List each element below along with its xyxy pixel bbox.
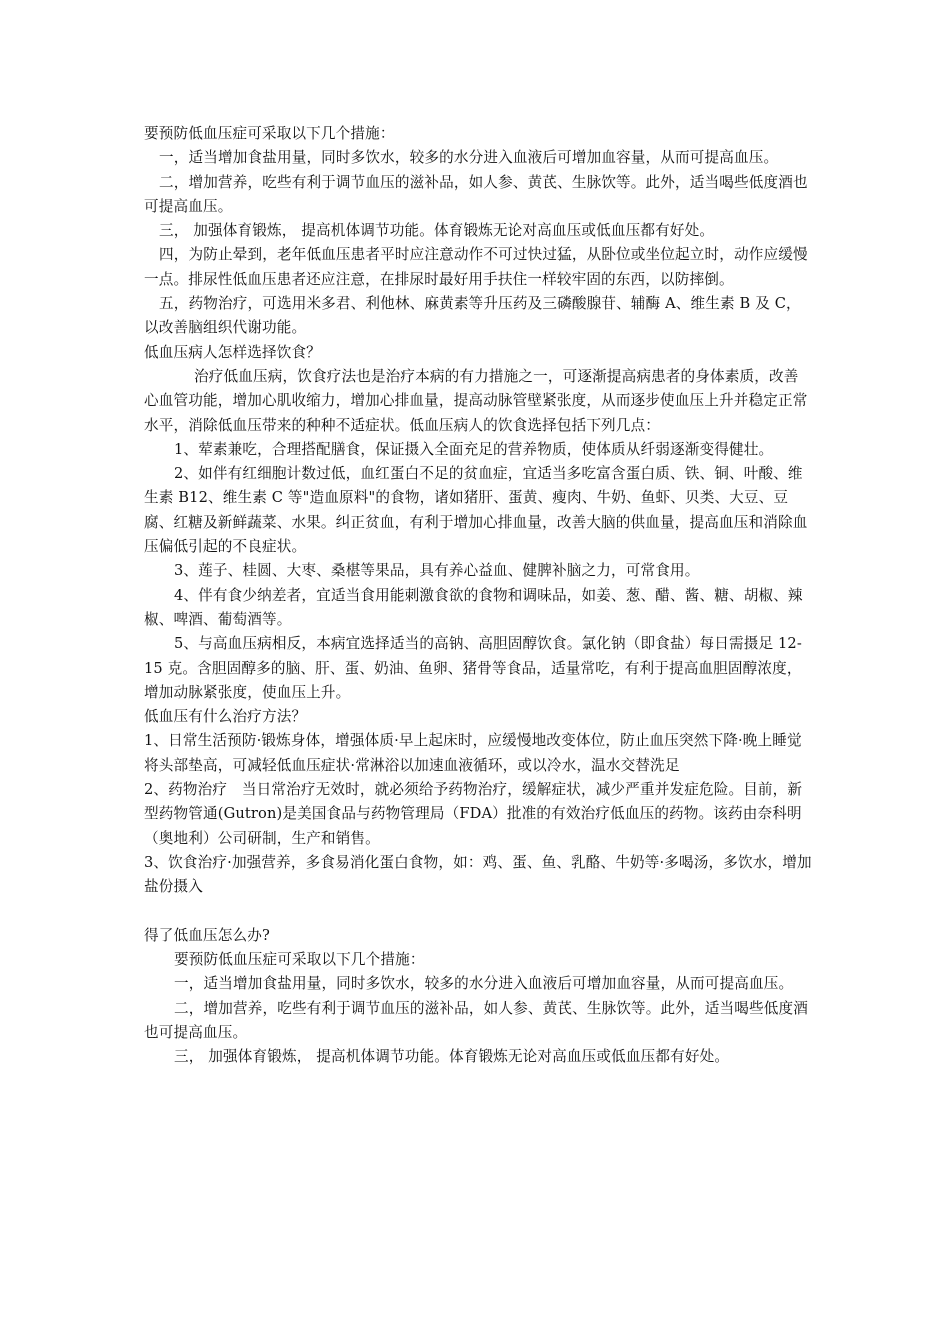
section2-heading: 低血压病人怎样选择饮食？	[144, 343, 321, 361]
blank-line	[144, 900, 812, 924]
document-body	[144, 122, 812, 1070]
section4-item-2: 二，增加营养，吃些有利于调节血压的滋补品，如人参、黄芪、生脉饮等。此外，适当喝些低度酒也可提高血压。	[144, 999, 808, 1041]
section1-heading: 要预防低血压症可采取以下几个措施：	[144, 125, 395, 142]
section2-intro: 治疗低血压病，饮食疗法也是治疗本病的有力措施之一，可逐渐提高病患者的身体素质，改善心血管功能，增加心肌收缩力，增加心排血量，提高动脉管壁紧张度，从而逐步使血压上升并稳定正常水平，消除低血压带来的种种不适症状。低血压病人的饮食选择包括下列几点：	[144, 367, 808, 434]
section1-item-2: 二，增加营养，吃些有利于调节血压的滋补品，如人参、黄芪、生脉饮等。此外，适当喝些低度酒也可提高血压。	[144, 173, 808, 215]
section1-item-5: 五，药物治疗，可选用米多君、利他林、麻黄素等升压药及三磷酸腺苷、辅酶 A、维生素 B 及 C，以改善脑组织代谢功能。	[144, 295, 801, 337]
section3-item-2: 2、药物治疗 当日常治疗无效时，就必须给予药物治疗，缓解症状，减少严重并发症危险。目前，新型药物管通(Gutron)是美国食品与药物管理局（FDA）批准的有效治疗低血压的药物。该药由奈科明（奥地利）公司研制，生产和销售。	[144, 781, 803, 847]
section4-heading: 得了低血压怎么办?	[144, 926, 270, 944]
section4-item-3: 三， 加强体育锻炼， 提高机体调节功能。体育锻炼无论对高血压或低血压都有好处。	[174, 1048, 730, 1066]
section2-item-1: 1、荤素兼吃，合理搭配膳食，保证摄入全面充足的营养物质，使体质从纤弱逐渐变得健壮。	[174, 440, 774, 458]
section4-item-1: 一，适当增加食盐用量，同时多饮水，较多的水分进入血液后可增加血容量，从而可提高血压。	[174, 975, 794, 993]
section3-item-3: 3、饮食治疗·加强营养，多食易消化蛋白食物，如：鸡、蛋、鱼、乳酪、牛奶等·多喝汤，多饮水，增加盐份摄入	[144, 853, 812, 896]
section2-item-5: 5、与高血压病相反，本病宜选择适当的高钠、高胆固醇饮食。氯化钠（即食盐）每日需摄足 12-15 克。含胆固醇多的脑、肝、蛋、奶油、鱼卵、猪骨等食品，适量常吃，有利于提高血胆固醇浓度，增加动脉紧张度，使血压上升。	[144, 635, 802, 701]
section3-heading: 低血压有什么治疗方法？	[144, 708, 307, 726]
section4-subheading: 要预防低血压症可采取以下几个措施：	[174, 951, 425, 969]
section1-item-1: 一，适当增加食盐用量，同时多饮水，较多的水分进入血液后可增加血容量，从而可提高血压。	[159, 149, 779, 167]
section3-item-1: 1、日常生活预防·锻炼身体，增强体质·早上起床时，应缓慢地改变体位，防止血压突然下降·晚上睡觉将头部垫高，可减轻低血压症状·常淋浴以加速血液循环，或以冷水，温水交替洗足	[144, 732, 802, 774]
section2-item-4: 4、伴有食少纳差者，宜适当食用能刺激食欲的食物和调味品，如姜、葱、醋、酱、糖、胡椒、辣椒、啤酒、葡萄酒等。	[144, 586, 803, 628]
section2-item-2: 2、如伴有红细胞计数过低，血红蛋白不足的贫血症，宜适当多吃富含蛋白质、铁、铜、叶酸、维生素 B12、维生素 C 等"造血原料"的食物，诸如猪肝、蛋黄、瘦肉、牛奶、鱼虾、贝类、大豆、豆腐、红糖及新鲜蔬菜、水果。纠正贫血，有利于增加心排血量，改善大脑的供血量，提高血压和消除血压偏低引起的不良症状。	[144, 465, 808, 556]
section1-item-3: 三， 加强体育锻炼， 提高机体调节功能。体育锻炼无论对高血压或低血压都有好处。	[159, 222, 715, 240]
section2-item-3: 3、莲子、桂圆、大枣、桑椹等果品，具有养心益血、健脾补脑之力，可常食用。	[174, 562, 700, 580]
section1-item-4: 四，为防止晕到，老年低血压患者平时应注意动作不可过快过猛，从卧位或坐位起立时，动作应缓慢一点。排尿性低血压患者还应注意，在排尿时最好用手扶住一样较牢固的东西，以防摔倒。	[144, 246, 808, 288]
